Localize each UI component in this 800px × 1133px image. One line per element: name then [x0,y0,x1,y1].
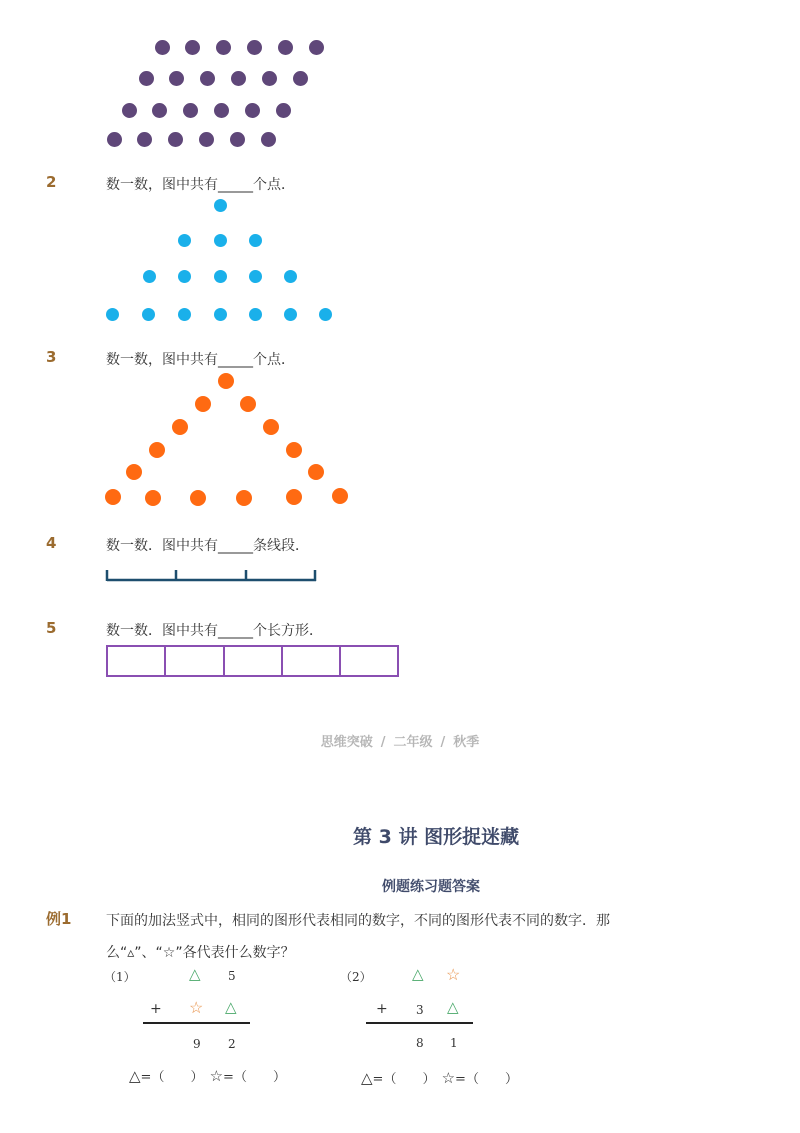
dot [249,234,262,247]
dot [137,132,152,147]
lesson-title: 第 3 讲 图形捉迷藏 [353,826,520,848]
dot [286,442,302,458]
star-outline-icon: ☆ [441,1069,456,1087]
part2-mid-digit: 3 [416,1003,424,1017]
question-text-2: 数一数，图中共有_____个点． [106,177,295,193]
dot [168,132,183,147]
part1-answer [129,1066,286,1085]
dot [240,396,256,412]
dot [214,308,227,321]
dot [231,71,246,86]
question-text-3: 数一数，图中共有_____个点． [106,352,295,368]
dot [308,464,324,480]
triangle-icon: △ [225,998,237,1016]
dot [200,71,215,86]
triangle-icon: △ [447,998,459,1016]
dot [262,71,277,86]
footer-separator: / [440,735,446,750]
dot [105,489,121,505]
star-icon: ☆ [446,965,461,984]
part2-result-digit2: 1 [450,1036,458,1050]
dot [195,396,211,412]
footer-series: 思维突破 [320,735,373,750]
part2-answer [361,1068,518,1087]
star-icon: ☆ [189,998,204,1017]
dot [261,132,276,147]
footer-grade: 二年级 [393,735,433,750]
example-text-line1: 下面的加法竖式中，相同的图形代表相同的数字，不同的图形代表不同的数字．那 [106,913,610,929]
plus-icon: + [150,1001,162,1017]
sum-rule [143,1022,250,1024]
triangle-outline-icon: △ [361,1069,373,1087]
dot [276,103,291,118]
triangle-icon: △ [189,965,201,983]
dot [190,490,206,506]
dot [214,234,227,247]
question-number-4: 4 [46,534,57,552]
question-text-4: 数一数．图中共有_____条线段． [106,538,309,554]
dot [284,270,297,283]
dot [278,40,293,55]
dot [218,373,234,389]
dot [293,71,308,86]
dot [178,234,191,247]
triangle-icon: △ [412,965,424,983]
sum-rule [366,1022,473,1024]
plus-icon: + [376,1001,388,1017]
dot [332,488,348,504]
dot [230,132,245,147]
dot [284,308,297,321]
part2-star-blank: =（ ） [455,1072,518,1087]
dot [155,40,170,55]
dot [214,103,229,118]
part1-triangle-blank: =（ ） [140,1070,204,1085]
dot [247,40,262,55]
footer-separator: / [380,735,386,750]
dot [185,40,200,55]
part1-result-digit1: 9 [193,1037,201,1051]
dot [214,270,227,283]
dot [286,489,302,505]
footer-season: 秋季 [453,735,480,750]
dot [122,103,137,118]
dot [145,490,161,506]
dot [245,103,260,118]
lesson-subtitle: 例题练习题答案 [382,879,480,895]
dot [126,464,142,480]
dot [172,419,188,435]
triangle-outline-icon: △ [129,1067,141,1085]
dot [149,442,165,458]
rectangle-row-figure [104,644,404,680]
example-text-line2: 么“▵”、“☆”各代表什么数字？ [106,945,295,961]
question-number-2: 2 [46,173,57,191]
question-number-5: 5 [46,619,57,637]
part1-star-blank: =（ ） [223,1070,286,1085]
dot [309,40,324,55]
part1-result-digit2: 2 [228,1037,236,1051]
dot [199,132,214,147]
dot [106,308,119,321]
dot [216,40,231,55]
line-segment-figure [100,562,330,588]
rectangle-outline [107,646,398,676]
dot [249,308,262,321]
dot [178,270,191,283]
question-number-3: 3 [46,348,57,366]
part2-triangle-blank: =（ ） [372,1072,436,1087]
dot [214,199,227,212]
dot [107,132,122,147]
dot [169,71,184,86]
dot [139,71,154,86]
dot [263,419,279,435]
part2-result-digit1: 8 [416,1036,424,1050]
dot [143,270,156,283]
part1-label: （1） [104,970,136,984]
dot [319,308,332,321]
dot [178,308,191,321]
question-text-5: 数一数．图中共有_____个长方形． [106,623,323,639]
part2-label: （2） [340,970,372,984]
dot [152,103,167,118]
part1-top-digit: 5 [228,969,236,983]
dot [236,490,252,506]
star-outline-icon: ☆ [209,1067,224,1085]
example-label: 例1 [46,910,72,928]
dot [183,103,198,118]
page-footer [0,731,800,750]
dot [249,270,262,283]
dot [142,308,155,321]
